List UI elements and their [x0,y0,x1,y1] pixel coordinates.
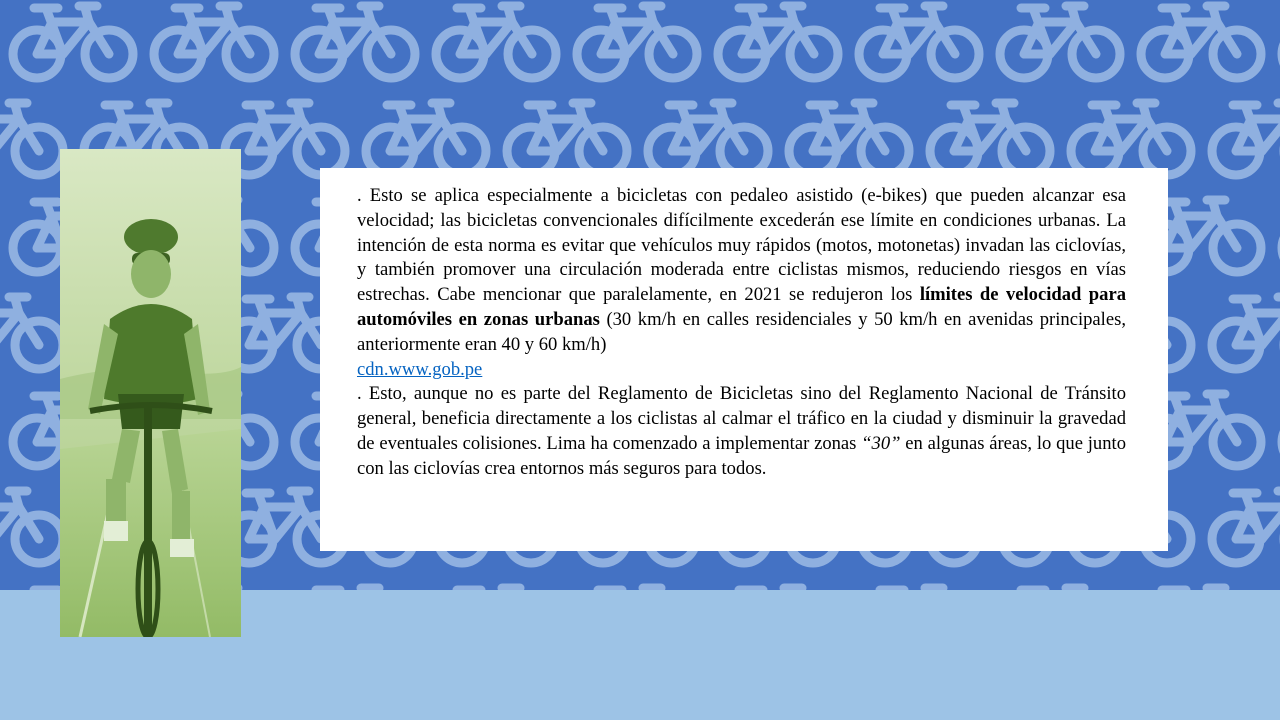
bicycle-icon [0,103,63,175]
bicycle-icon [1141,6,1261,78]
text-box [320,168,1168,551]
paragraph1-text: . Esto se aplica especialmente a bicicletas con pedaleo asistido (e-bikes) que pueden alcanzar esa velocidad; las bicicletas convencionales difícilmente excederán ese límite en condiciones urbanas. La intención de esta norma es evitar que vehículos muy rápidos (motos, motonetas) invadan las ciclovías, y también promover una circulación moderada entre ciclistas mismos, reduciendo riesgos en vías estrechas. Cabe mencionar que paralelamente, en 2021 se redujeron los [357,185,1126,306]
paragraph1-text-continued: (30 km/h en calles residenciales y 50 km/h en avenidas principales, anteriormente eran 40 y 60 km/h) [357,308,1126,355]
paragraph2-text: . Esto, aunque no es parte del Reglamento de Bicicletas sino del Reglamento Nacional de Tránsito general, beneficia directamente a los ciclistas al calmar el tráfico en la ciudad y disminuir la gravedad de eventuales colisiones. Lima ha comenzado a implementar zonas [357,383,1126,454]
bicycle-icon [0,491,63,563]
bicycle-icon [930,103,1050,175]
bicycle-icon [718,6,838,78]
bicycle-icon [1000,6,1120,78]
cyclist-photo [60,149,241,637]
cyclist-image [60,149,241,637]
bicycle-icon [859,6,979,78]
bicycle-icon [0,297,63,369]
bicycle-icon [225,103,345,175]
bicycle-icon [789,103,909,175]
bicycle-icon [295,6,415,78]
paragraph-speed-limits [357,184,1126,358]
bicycle-icon [577,6,697,78]
bicycle-icon [1212,103,1280,175]
source-link[interactable]: cdn.www.gob.pe [357,358,483,380]
bicycle-icon [507,103,627,175]
bicycle-icon [366,103,486,175]
paragraph2-text-continued: en algunas áreas, lo que junto con las ciclovías crea entornos más seguros para todos. [357,432,1126,479]
bicycle-icon [1212,491,1280,563]
bicycle-icon [13,6,133,78]
paragraph2-italic-text: “30” [861,432,901,454]
bicycle-icon [436,6,556,78]
bicycle-icon [1071,103,1191,175]
bicycle-icon [1212,297,1280,369]
bicycle-icon [154,6,274,78]
paragraph1-bold-text: límites de velocidad para automóviles en zonas urbanas [357,284,1126,330]
bicycle-icon [648,103,768,175]
paragraph-traffic-regulation [357,382,1126,481]
